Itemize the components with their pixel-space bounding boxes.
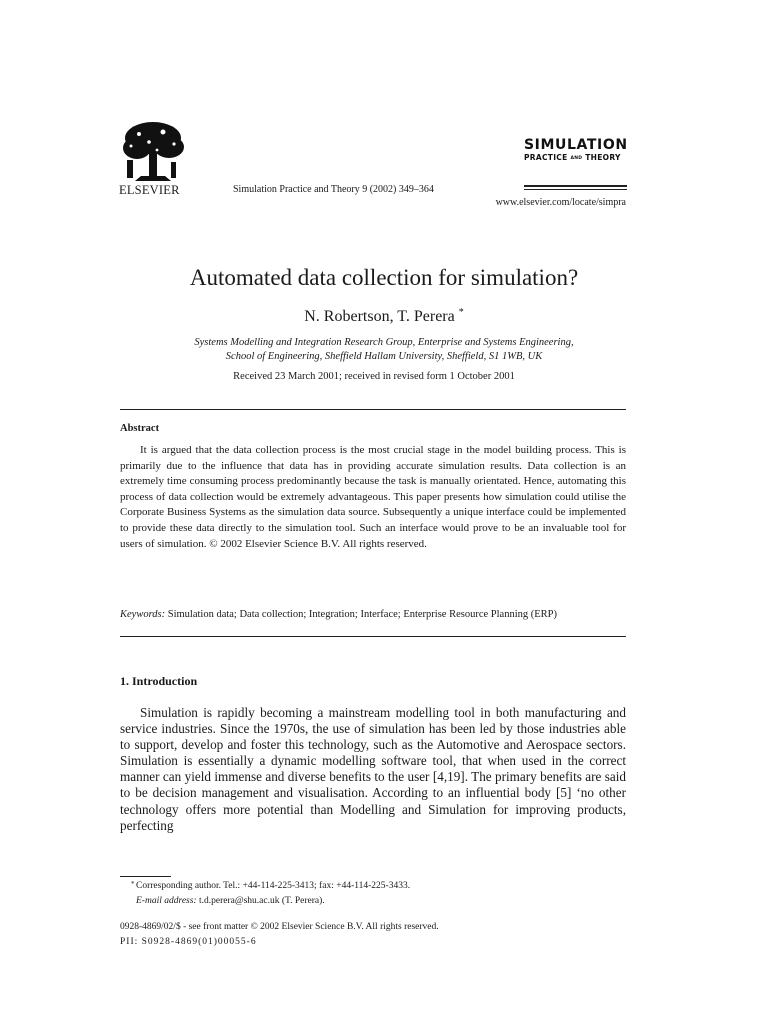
email-label: E-mail address:: [136, 896, 197, 906]
section-heading-introduction: 1. Introduction: [120, 674, 198, 688]
corresponding-author-mark[interactable]: *: [458, 307, 464, 318]
journal-logo-subtitle: [524, 153, 627, 164]
keywords-list: Simulation data; Data collection; Integration; Interface; Enterprise Resource Planning (ERP): [167, 609, 557, 620]
journal-url-link[interactable]: www.elsevier.com/locate/simpra: [495, 197, 626, 208]
introduction-text: Simulation is rapidly becoming a mainstream modelling tool in both manufacturing and service industries. Since the 1970s, the use of simulation has been led by those industries able to support, develop and foster this technology, such as the Automotive and Aerospace sectors. Simulation is essentially a dynamic modelling software tool, that when used in the correct manner can yield immense and diverse benefits to the user [4,19]. The primary benefits are said to be decision management and visualisation. According to an influential body [5] ‘no other technology offers more potential than Modelling and Simulation for improving products, perfecting: [120, 705, 626, 833]
pii-identifier: PII: S0928-4869(01)00055-6: [120, 937, 257, 947]
abstract-bottom-rule: [120, 636, 626, 637]
abstract-heading: Abstract: [120, 423, 160, 434]
affiliation-line-2: School of Engineering, Sheffield Hallam University, Sheffield, S1 1WB, UK: [225, 351, 543, 362]
journal-logo-title: SIMULATION: [524, 137, 628, 153]
footnote-rule: [120, 876, 171, 877]
keywords: [120, 609, 626, 620]
journal-citation: Simulation Practice and Theory 9 (2002) 349–364: [233, 184, 434, 195]
authors-text: N. Robertson, T. Perera: [304, 308, 455, 325]
received-dates: Received 23 March 2001; received in revised form 1 October 2001: [233, 371, 515, 382]
footnote-corresponding-author: [131, 880, 411, 891]
journal-logo-rules: [524, 185, 627, 192]
affiliation-line-1: Systems Modelling and Integration Research Group, Enterprise and Systems Engineering,: [194, 337, 574, 348]
footnote-contact: Corresponding author. Tel.: +44-114-225-3413; fax: +44-114-225-3433.: [136, 881, 411, 891]
email-address-link[interactable]: t.d.perera@shu.ac.uk (T. Perera).: [198, 896, 325, 906]
journal-logo-and: AND: [570, 156, 583, 161]
journal-logo: [524, 137, 627, 164]
author-affiliation: [0, 336, 768, 364]
abstract-text: It is argued that the data collection process is the most crucial stage in the model building process. This is primarily due to the influence that data has in providing accurate simulation results. Data collection is an extremely time consuming process predominantly because the task is manually orientated. Hence, automating this process of data collection would be extremely advantageous. This paper presents how simulation could utilise the Corporate Business Systems as the simulation data source. Subsequently a unique interface could be implemented to provide these data directly to the simulation tool. Such an interface would prove to be an invaluable tool for users of simulation. © 2002 Elsevier Science B.V. All rights reserved.: [120, 444, 626, 550]
publisher-name: ELSEVIER: [119, 183, 180, 197]
journal-logo-practice: PRACTICE: [524, 153, 568, 162]
journal-logo-theory: THEORY: [585, 153, 621, 162]
article-authors: [0, 307, 768, 326]
keywords-label: Keywords:: [120, 609, 166, 620]
copyright-line: 0928-4869/02/$ - see front matter © 2002 Elsevier Science B.V. All rights reserved.: [120, 922, 439, 932]
abstract-top-rule: [120, 409, 626, 410]
article-title: Automated data collection for simulation?: [189, 265, 579, 290]
footnote-mark: *: [131, 880, 135, 888]
footnote-email: [136, 896, 325, 906]
